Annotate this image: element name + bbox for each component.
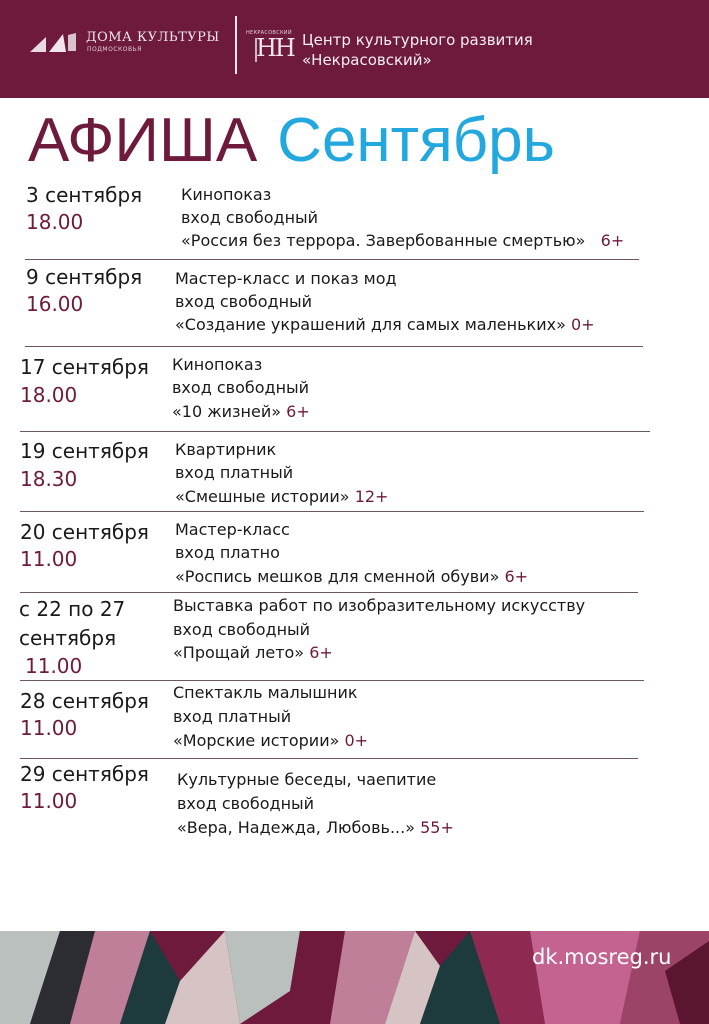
event-entry: вход свободный <box>172 378 310 397</box>
event-entry: вход свободный <box>175 292 313 311</box>
event-entry: вход платный <box>173 707 292 726</box>
event-entry: вход платно <box>175 543 280 562</box>
age-rating: 12+ <box>354 487 389 506</box>
age-rating: 6+ <box>286 402 310 421</box>
event-entry: вход свободный <box>181 208 319 227</box>
title-month: Сентябрь <box>277 106 555 175</box>
event-entry: вход свободный <box>173 620 311 639</box>
event-time: 18.00 <box>26 210 84 234</box>
event-title: «Роспись мешков для сменной обуви» <box>175 567 500 586</box>
event-date-continued: сентября <box>19 626 117 650</box>
dk-logo-icon <box>30 31 78 53</box>
event-date: с 22 по 27 <box>19 597 126 621</box>
event-type: Культурные беседы, чаепитие <box>177 770 437 789</box>
brand-name: ДОМА КУЛЬТУРЫ <box>86 30 220 45</box>
center-name: Центр культурного развития <box>302 31 533 49</box>
event-date: 3 сентября <box>26 183 143 207</box>
event-type: Мастер-класс <box>175 520 290 539</box>
event-type: Кинопоказ <box>172 355 263 374</box>
age-rating: 55+ <box>420 818 454 837</box>
event-date: 19 сентября <box>20 439 149 463</box>
nekrasovsky-label: НЕКРАСОВСКИЙ <box>246 30 292 36</box>
center-name-quoted: «Некрасовский» <box>302 51 432 69</box>
header-divider <box>235 16 237 74</box>
event-time: 11.00 <box>20 789 78 813</box>
event-title: «Смешные истории» <box>175 487 350 506</box>
divider <box>25 259 639 260</box>
event-title: «Создание украшений для самых маленьких» <box>175 315 566 334</box>
event-entry: вход платный <box>175 463 294 482</box>
divider <box>25 346 643 347</box>
event-title: «Россия без террора. Завербованные смертью» <box>181 231 586 250</box>
event-time: 11.00 <box>20 547 78 571</box>
event-type: Мастер-класс и показ мод <box>175 269 397 288</box>
event-time: 16.00 <box>26 292 84 316</box>
age-rating: 6+ <box>504 567 529 586</box>
event-time: 18.00 <box>20 383 78 407</box>
event-type: Спектакль малышник <box>173 683 358 702</box>
event-entry: вход свободный <box>177 794 315 813</box>
event-date: 9 сентября <box>26 265 143 289</box>
divider <box>20 758 638 759</box>
event-title: «Вера, Надежда, Любовь...» <box>177 818 415 837</box>
event-title: «Прощай лето» <box>173 643 305 662</box>
age-rating: 6+ <box>600 231 625 250</box>
brand-subtitle: ПОДМОСКОВЬЯ <box>87 46 142 53</box>
event-type: Квартирник <box>175 440 277 459</box>
event-time: 11.00 <box>25 654 83 678</box>
event-date: 17 сентября <box>20 355 149 379</box>
event-title-line <box>175 485 388 508</box>
event-date: 28 сентября <box>20 689 149 713</box>
event-type: Кинопоказ <box>181 185 272 204</box>
event-date: 20 сентября <box>20 520 149 544</box>
page-title <box>28 104 555 178</box>
event-title-line <box>175 565 528 588</box>
event-title-line <box>177 816 454 839</box>
event-title-line <box>181 229 624 252</box>
event-time: 11.00 <box>20 716 78 740</box>
event-title: «Морские истории» <box>173 731 340 750</box>
site-url[interactable]: dk.mosreg.ru <box>532 945 672 969</box>
age-rating: 0+ <box>344 731 369 750</box>
header-banner <box>0 0 709 98</box>
nekrasovsky-monogram: НН <box>256 34 294 62</box>
age-rating: 0+ <box>570 315 595 334</box>
divider <box>20 431 650 432</box>
event-title-line <box>172 400 310 423</box>
event-time: 18.30 <box>20 467 78 491</box>
age-rating: 6+ <box>309 643 333 662</box>
event-title: «10 жизней» <box>172 402 282 421</box>
event-date: 29 сентября <box>20 762 149 786</box>
event-type: Выставка работ по изобразительному искусству <box>173 596 586 615</box>
divider <box>20 592 638 593</box>
title-afisha: АФИША <box>28 106 258 175</box>
event-title-line <box>173 729 368 752</box>
event-title-line <box>173 641 333 664</box>
event-title-line <box>175 313 595 336</box>
divider <box>20 511 644 512</box>
